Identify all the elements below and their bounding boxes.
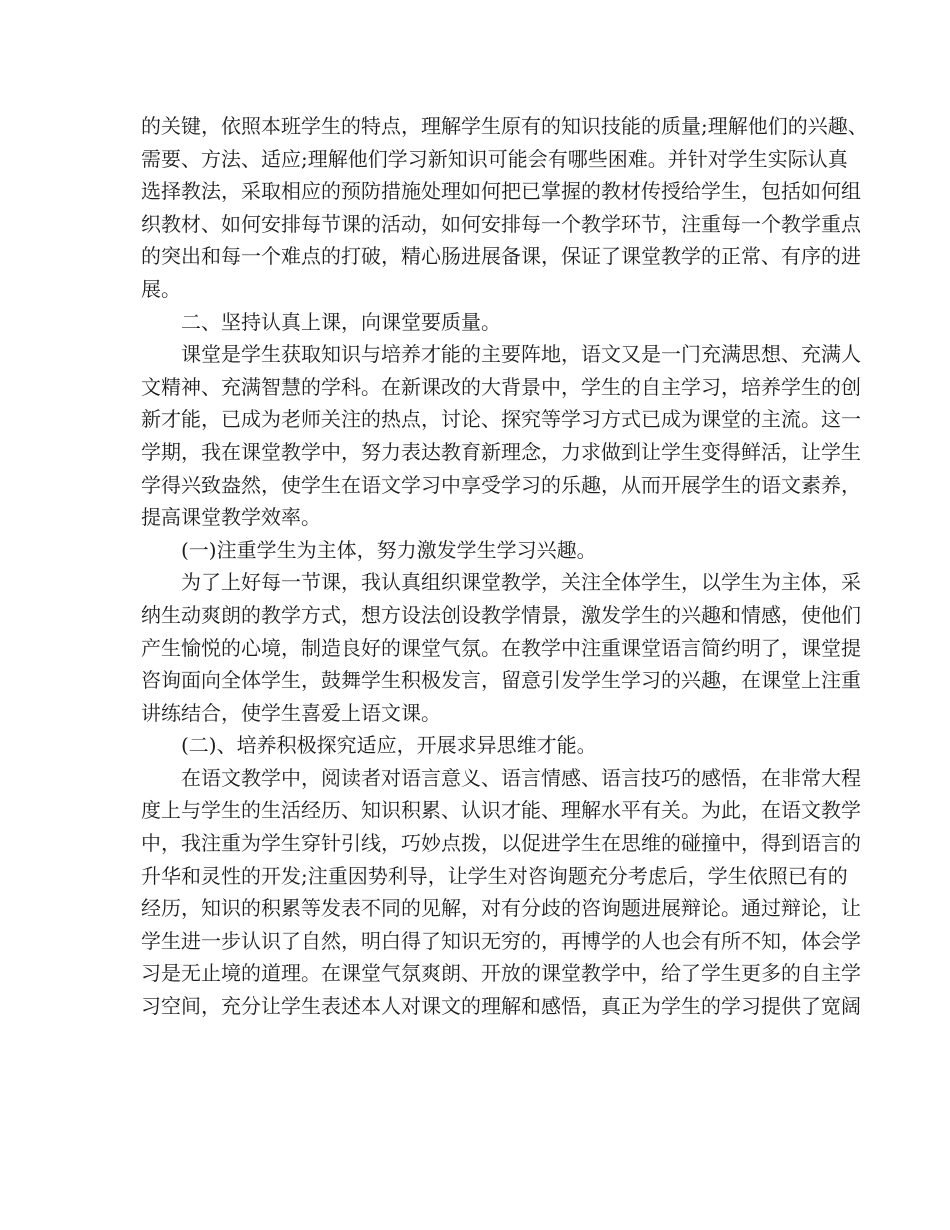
section-heading: 二、坚持认真上课，向课堂要质量。 [181,309,501,334]
text-line: 升华和灵性的开发;注重因势利导，让学生对咨询题充分考虑后，学生依照已有的 [141,863,848,888]
text-line: 产生愉悦的心境，制造良好的课堂气氛。在教学中注重课堂语言简约明了，课堂提 [141,635,861,660]
text-line: 学生进一步认识了自然，明白得了知识无穷的，再博学的人也会有所不知，体会学 [141,928,861,953]
text-line: 的关键，依照本班学生的特点，理解学生原有的知识技能的质量;理解他们的兴趣、 [141,114,868,138]
text-line: 讲练结合，使学生喜爱上语文课。 [141,700,441,725]
text-line: 习空间，充分让学生表述本人对课文的理解和感悟，真正为学生的学习提供了宽阔 [141,994,861,1019]
text-line: 课堂是学生获取知识与培养才能的主要阵地，语文又是一门充满思想、充满人 [181,342,861,367]
text-line: 为了上好每一节课，我认真组织课堂教学，关注全体学生，以学生为主体，采 [181,570,861,595]
text-line: 新才能，已成为老师关注的热点，讨论、探究等学习方式已成为课堂的主流。这一 [141,407,861,432]
document-body [141,110,868,1023]
text-line: 展。 [141,276,181,301]
text-line: 经历，知识的积累等发表不同的见解，对有分歧的咨询题进展辩论。通过辩论，让 [141,896,861,921]
text-line: 咨询面向全体学生，鼓舞学生积极发言，留意引发学生学习的兴趣，在课堂上注重 [141,668,861,693]
text-line: 文精神、充满智慧的学科。在新课改的大背景中，学生的自主学习，培养学生的创 [141,374,861,399]
subsection-heading: (一)注重学生为主体，努力激发学生学习兴趣。 [181,537,597,562]
text-line: 选择教法，采取相应的预防措施处理如何把已掌握的教材传授给学生，包括如何组 [141,179,861,204]
subsection-heading: (二)、培养积极探究适应，开展求异思维才能。 [181,733,597,758]
text-line: 的突出和每一个难点的打破，精心肠进展备课，保证了课堂教学的正常、有序的进 [141,244,861,269]
text-line: 学得兴致盎然，使学生在语文学习中享受学习的乐趣，从而开展学生的语文素养， [141,472,861,497]
text-line: 需要、方法、适应;理解他们学习新知识可能会有哪些困难。并针对学生实际认真 [141,146,848,171]
text-line: 纳生动爽朗的教学方式，想方设法创设教学情景，激发学生的兴趣和情感，使他们 [141,602,861,627]
text-line: 织教材、如何安排每节课的活动，如何安排每一个教学环节，注重每一个教学重点 [141,211,861,236]
text-line: 提高课堂教学效率。 [141,505,321,530]
text-line: 度上与学生的生活经历、知识积累、认识才能、理解水平有关。为此，在语文教学 [141,798,861,823]
text-line: 习是无止境的道理。在课堂气氛爽朗、开放的课堂教学中，给了学生更多的自主学 [141,961,861,986]
text-line: 中，我注重为学生穿针引线，巧妙点拨，以促进学生在思维的碰撞中，得到语言的 [141,831,861,856]
text-line: 在语文教学中，阅读者对语言意义、语言情感、语言技巧的感悟，在非常大程 [181,765,861,790]
text-line: 学期，我在课堂教学中，努力表达教育新理念，力求做到让学生变得鲜活，让学生 [141,439,861,464]
